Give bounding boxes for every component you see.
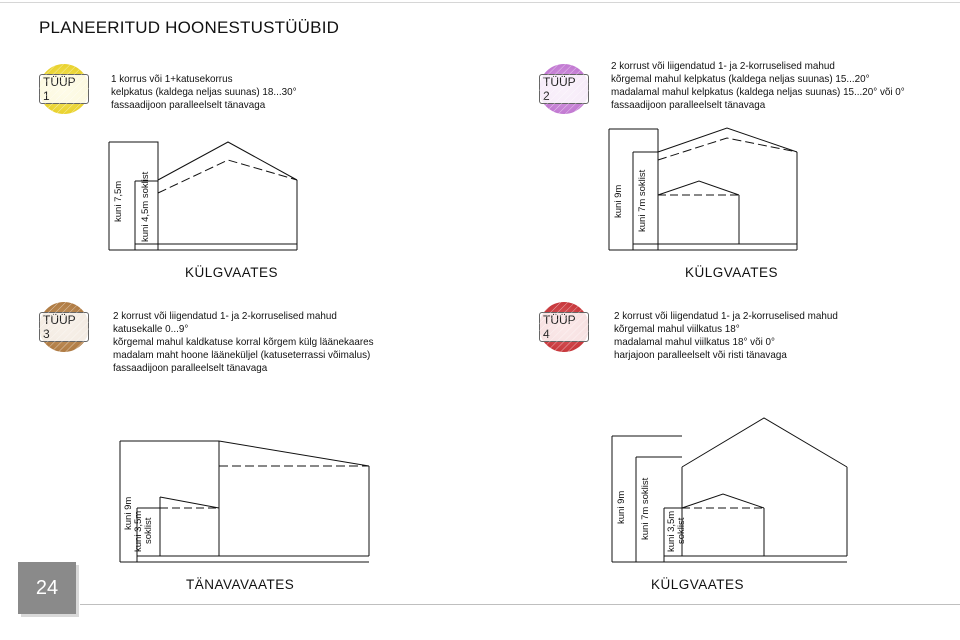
type-2-dim-height: kuni 9m — [613, 184, 624, 218]
page-number-badge: 24 — [18, 562, 76, 614]
type-1-line-1: 1 korrus või 1+katusekorrus — [111, 73, 233, 85]
type-3-dim-plinth: soklist — [143, 517, 154, 544]
type-3-dim-height: kuni 9m — [123, 496, 134, 530]
type-1-line-3: fassaadijoon paralleelselt tänavaga — [111, 99, 266, 111]
type-1-line-2: kelpkatus (kaldega neljas suunas) 18...30° — [111, 86, 297, 98]
type-4-dim-plinth: soklist — [676, 517, 687, 544]
type-3-line-1: 2 korrust või liigendatud 1- ja 2-korruselised mahud — [113, 310, 337, 322]
type-2-dim-plinth: kuni 7m soklist — [637, 169, 648, 232]
type-2-line-1: 2 korrust või liigendatud 1- ja 2-korruselised mahud — [611, 60, 835, 72]
type-4-line-2: kõrgemal mahul viilkatus 18° — [614, 323, 740, 335]
type-3-elevation — [120, 441, 369, 562]
type-4-dim-height: kuni 9m — [616, 490, 627, 524]
type-1-caption: KÜLGVAATES — [185, 265, 279, 280]
type-4-line-1: 2 korrust või liigendatud 1- ja 2-korruselised mahud — [614, 310, 838, 322]
type-1-elevation — [109, 142, 297, 250]
type-3-line-3: kõrgemal mahul kaldkatuse korral kõrgem külg läänekaares — [113, 336, 374, 348]
type-1-dim-plinth: kuni 4,5m soklist — [140, 171, 151, 242]
type-1-dim-height: kuni 7,5m — [113, 180, 124, 222]
page-title: PLANEERITUD HOONESTUSTÜÜBID — [39, 18, 340, 37]
type-2-line-2: kõrgemal mahul kelpkatus (kaldega neljas suunas) 15...20° — [611, 73, 870, 85]
type-3-line-2: katusekalle 0...9° — [113, 323, 189, 335]
type-4-line-4: harjajoon paralleelselt või risti tänavaga — [614, 349, 787, 361]
type-4-dim-upper: kuni 7m soklist — [640, 477, 651, 540]
type-3-caption: TÄNAVAVAATES — [186, 577, 295, 592]
bottom-rule — [80, 604, 960, 605]
type-4-dim-low: kuni 3,5m — [666, 510, 677, 552]
type-2-line-4: fassaadijoon paralleelselt tänavaga — [611, 99, 766, 111]
type-2-caption: KÜLGVAATES — [685, 265, 779, 280]
type-2-line-3: madalamal mahul kelpkatus (kaldega neljas suunas) 15...20° või 0° — [611, 86, 905, 98]
type-4-caption: KÜLGVAATES — [651, 577, 745, 592]
type-4-line-3: madalamal mahul viilkatus 18° või 0° — [614, 336, 775, 348]
type-3-dim-low: kuni 3,5m — [133, 510, 144, 552]
type-3-line-4: madalam maht hoone lääneküljel (katuseterrassi võimalus) — [113, 349, 371, 361]
type-3-line-5: fassaadijoon paralleelselt tänavaga — [113, 362, 268, 374]
